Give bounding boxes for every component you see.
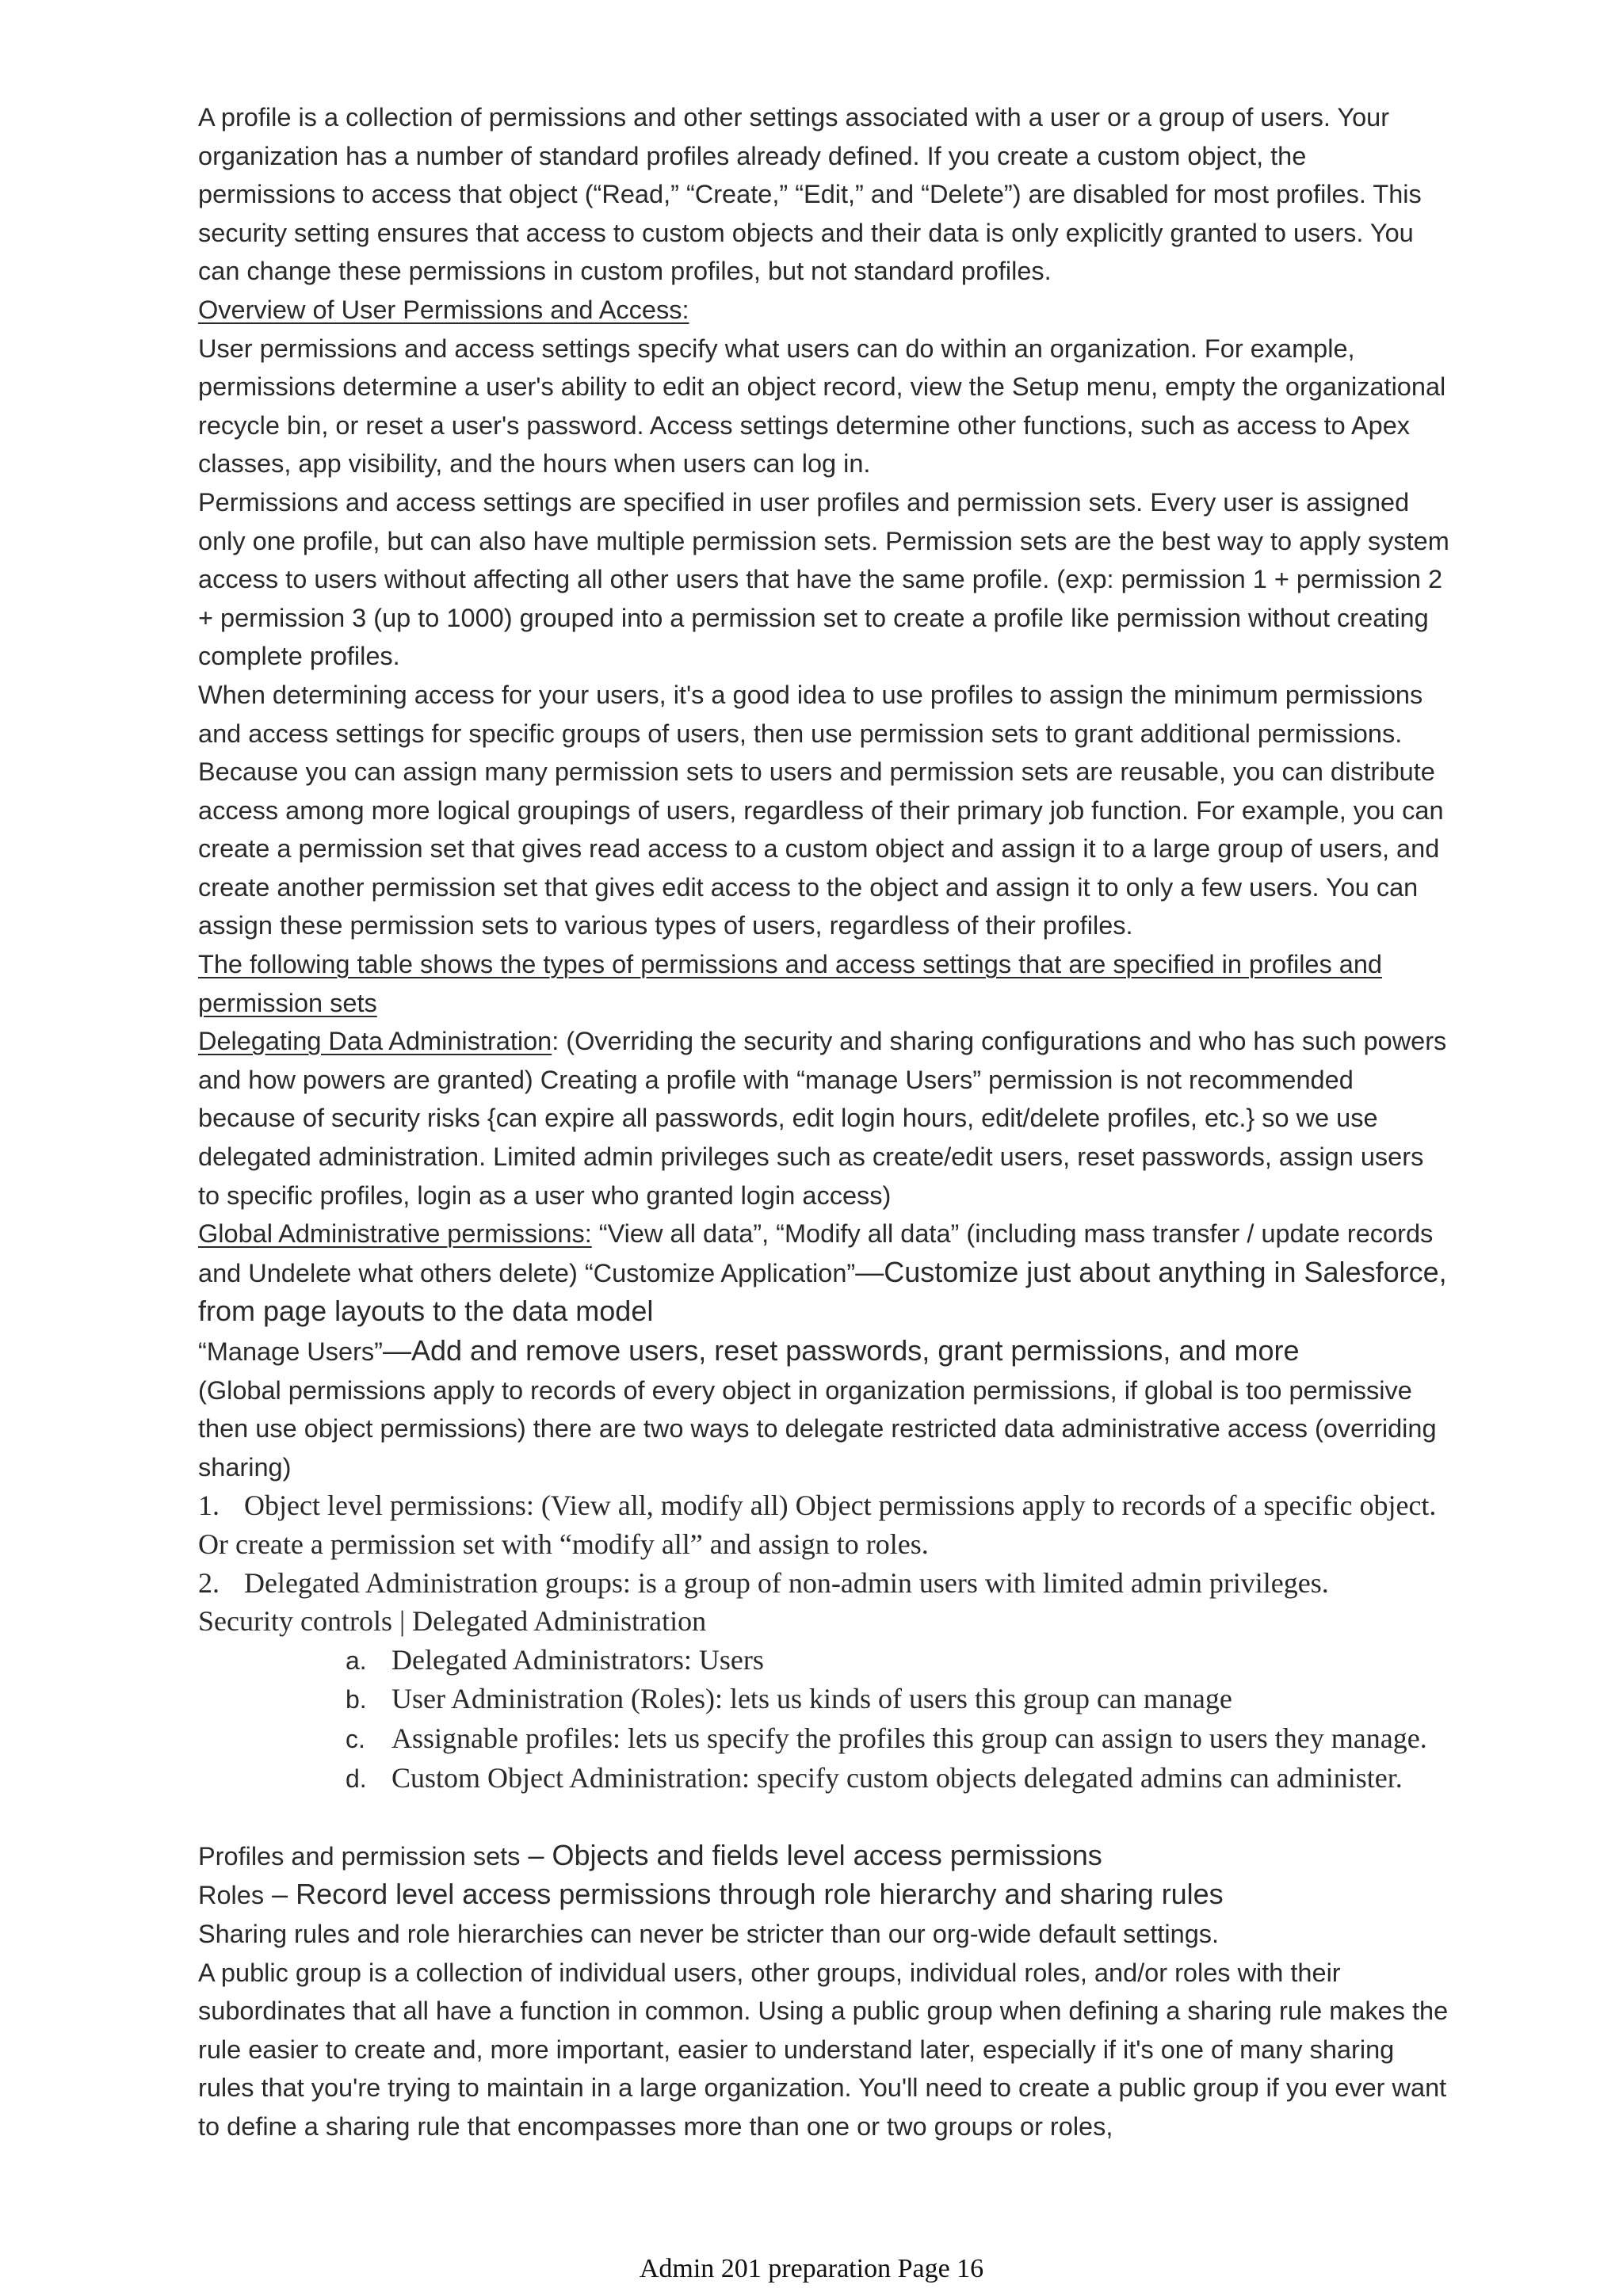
list-item [198, 1680, 1450, 1719]
list-item [198, 1759, 1450, 1798]
overview-paragraph-3: When determining access for your users, it's a good idea to use profiles to assign the minimum permissions and access settings for specific groups of users, then use permission sets to grant additional permissions. [198, 680, 1423, 748]
item-number: 2. [198, 1566, 220, 1599]
page-footer: Admin 201 preparation Page 16 [639, 2254, 984, 2283]
overview-paragraph-2: Permissions and access settings are specified in user profiles and permission sets. Every user is assigned only one profile, but can also have multiple permission sets. Permission sets are the best way to apply system access to users without affecting all other users that have the same profile. (exp: permission 1 + permission 2 + permission 3 (up to 1000) grouped into a permission set to create a profile like permission without creating complete profiles. [198, 487, 1449, 671]
profiles-label: Profiles and permission sets [198, 1841, 521, 1871]
list-item [198, 1641, 1450, 1680]
delegating-paragraph [198, 1022, 1450, 1215]
global-text: “View all data”, “Modify all data” (including mass transfer / update records and Undelete what others delete) “Customize Application” [198, 1219, 1434, 1287]
intro-paragraph: A profile is a collection of permissions and other settings associated with a user or a group of users. Your organization has a number of standard profiles already defined. If you create a custom object, the permissions to access that object (“Read,” “Create,” “Edit,” and “Delete”) are disabled for most profiles. This security setting ensures that access to custom objects and their data is only explicitly granted to users. You can change these permissions in custom profiles, but not standard profiles. [198, 103, 1422, 286]
numbered-item [198, 1486, 1450, 1563]
item-letter: c. [346, 1724, 365, 1753]
item-letter: a. [346, 1646, 367, 1675]
overview-heading: Overview of User Permissions and Access: [198, 295, 689, 324]
global-paragraph [198, 1215, 1450, 1332]
item-letter: b. [346, 1685, 367, 1714]
roles-desc: – Record level access permissions through role hierarchy and sharing rules [264, 1878, 1224, 1911]
list-item [198, 1719, 1450, 1759]
item-text: Assignable profiles: lets us specify the profiles this group can assign to users they manage. [391, 1722, 1427, 1754]
overview-paragraph-4: Because you can assign many permission sets to users and permission sets are reusable, you can distribute access among more logical groupings of users, regardless of their primary job function. For example, you can create a permission set that gives read access to a custom object and assign it to a large group of users, and create another permission set that gives edit access to the object and assign it to only a few users. You can assign these permission sets to various types of users, regardless of their profiles. [198, 757, 1444, 940]
profiles-line [198, 1836, 1450, 1876]
lettered-list [198, 1641, 1450, 1798]
manage-users-label: “Manage Users” [198, 1337, 383, 1366]
delegating-heading: Delegating Data Administration [198, 1027, 552, 1056]
spacer [198, 1798, 1450, 1836]
sharing-paragraph: Sharing rules and role hierarchies can never be stricter than our org-wide default settings. [198, 1919, 1220, 1948]
public-group-paragraph: A public group is a collection of individual users, other groups, individual roles, and/or roles with their subordinates that all have a function in common. Using a public group when defining a sharing rule makes the rule easier to create and, more important, easier to understand later, especially if it's one of many sharing rules that you're trying to maintain in a large organization. You'll need to create a public group if you ever want to define a sharing rule that encompasses more than one or two groups or roles, [198, 1958, 1449, 2141]
item-number: 1. [198, 1489, 220, 1522]
roles-label: Roles [198, 1881, 265, 1910]
global-heading: Global Administrative permissions: [198, 1219, 592, 1249]
delegating-text: : (Overriding the security and sharing configurations and who has such powers and how powers are granted) Creating a profile with “manage Users” permission is not recommended because of security risks {can expire all passwords, edit login hours, edit/delete profiles, etc.} so we use delegated administration. Limited admin privileges such as create/edit users, reset passwords, assign users to specific profiles, login as a user who granted login access) [198, 1027, 1447, 1210]
security-controls: Security controls | Delegated Administration [198, 1605, 707, 1638]
item-text: Custom Object Administration: specify custom objects delegated admins can administer. [391, 1761, 1403, 1794]
table-note: The following table shows the types of permissions and access settings that are specified in profiles and permission sets [198, 950, 1383, 1017]
document-body [198, 98, 1450, 2145]
item-letter: d. [346, 1764, 367, 1793]
manage-users-paragraph [198, 1332, 1450, 1371]
item-text: User Administration (Roles): lets us kinds of users this group can manage [391, 1683, 1232, 1715]
profiles-desc: – Objects and fields level access permissions [520, 1838, 1102, 1871]
item-text: Object level permissions: (View all, modify all) Object permissions apply to records of a specific object. Or create a permission set with “modify all” and assign to roles. [198, 1489, 1437, 1560]
overview-paragraph-1: User permissions and access settings specify what users can do within an organization. For example, permissions determine a user's ability to edit an object record, view the Setup menu, empty the organizational recycle bin, or reset a user's password. Access settings determine other functions, such as access to Apex classes, app visibility, and the hours when users can log in. [198, 334, 1446, 479]
global-note: (Global permissions apply to records of every object in organization permissions, if global is too permissive then use object permissions) there are two ways to delegate restricted data administrative access (overriding sharing) [198, 1375, 1437, 1482]
roles-line [198, 1875, 1450, 1915]
customize-application-desc: —Customize just about anything in Salesforce, from page layouts to the data model [198, 1255, 1447, 1328]
item-text: Delegated Administrators: Users [391, 1643, 764, 1676]
manage-users-desc: —Add and remove users, reset passwords, grant permissions, and more [383, 1334, 1300, 1367]
item-text: Delegated Administration groups: is a group of non-admin users with limited admin privileges. [244, 1566, 1329, 1599]
numbered-item [198, 1564, 1450, 1603]
